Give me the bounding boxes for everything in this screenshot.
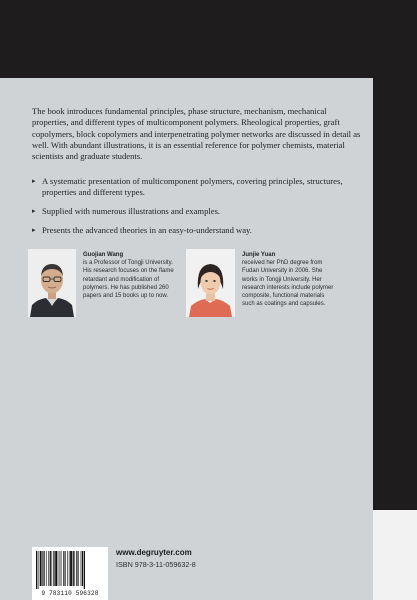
barcode-bar [55,551,57,586]
barcode-bar [58,551,59,586]
barcode-bar [43,551,44,586]
author-name: Guojian Wang [83,252,124,258]
barcode-bar [70,551,72,586]
barcode-bar [42,551,43,586]
highlight-item [32,225,364,236]
publisher-website[interactable]: www.degruyter.com [116,548,192,557]
barcode-bar [36,551,37,589]
author-bio: is a Professor of Tongji University. His research focuses on the flame retardant and modification of polymers. He has published 260 papers and 15 books up to now. [83,260,174,300]
barcode-bar [65,551,66,586]
highlights-list [32,176,364,244]
author-photo-guojian-wang [28,249,76,317]
barcode-bar [48,551,49,586]
barcode-bar [73,551,74,586]
isbn-barcode [32,547,108,600]
barcode-bar [67,551,68,586]
barcode-bar [40,551,42,586]
right-dark-band [373,78,417,510]
highlight-text: A systematic presentation of multicomponent polymers, covering principles, structures, properties and different types. [42,176,343,197]
barcode-bar [53,551,54,586]
top-dark-band [0,0,417,78]
barcode-bar [76,551,77,586]
barcode-bar [63,551,64,586]
barcode-bar [61,551,62,586]
barcode-bar [52,551,53,586]
barcode-bar [84,551,85,589]
barcode-bar [74,551,75,586]
barcode-digits: 9 783110 596328 [41,590,99,597]
author-bio: received her PhD degree from Fudan University in 2006. She works in Tongji University. Her research interests include polymer composite, functional materials such as coatings and capsules. [242,260,334,308]
barcode-bar [60,551,61,586]
book-description: The book introduces fundamental principles, phase structure, mechanism, mechanical properties, and different types of multicomponent polymers. Rheological properties, graft copolymers, block copolymers and interpenetrating polymer networks are discussed in detail as well. With abundant illustrations, it is an essential reference for polymer chemists, material scientists and graduate students. [32,106,361,162]
triangle-bullet-icon: ▸ [32,177,36,185]
highlight-text: Presents the advanced theories in an easy-to-understand way. [42,225,252,235]
barcode-bar [81,551,82,586]
isbn-number: ISBN 978-3-11-059632-8 [116,560,196,569]
barcode-bar [50,551,51,586]
triangle-bullet-icon: ▸ [32,207,36,215]
barcode-bar [38,551,39,589]
highlight-item [32,176,364,198]
highlight-item [32,206,364,217]
barcode-bar [82,551,83,586]
barcode-bar [69,551,70,586]
barcode-bars [35,551,105,589]
highlight-text: Supplied with numerous illustrations and examples. [42,206,221,216]
author-photo-junjie-yuan [186,249,235,317]
barcode-bar [46,551,47,586]
triangle-bullet-icon: ▸ [32,226,36,234]
barcode-bar [78,551,79,586]
author-name: Junjie Yuan [242,252,276,258]
